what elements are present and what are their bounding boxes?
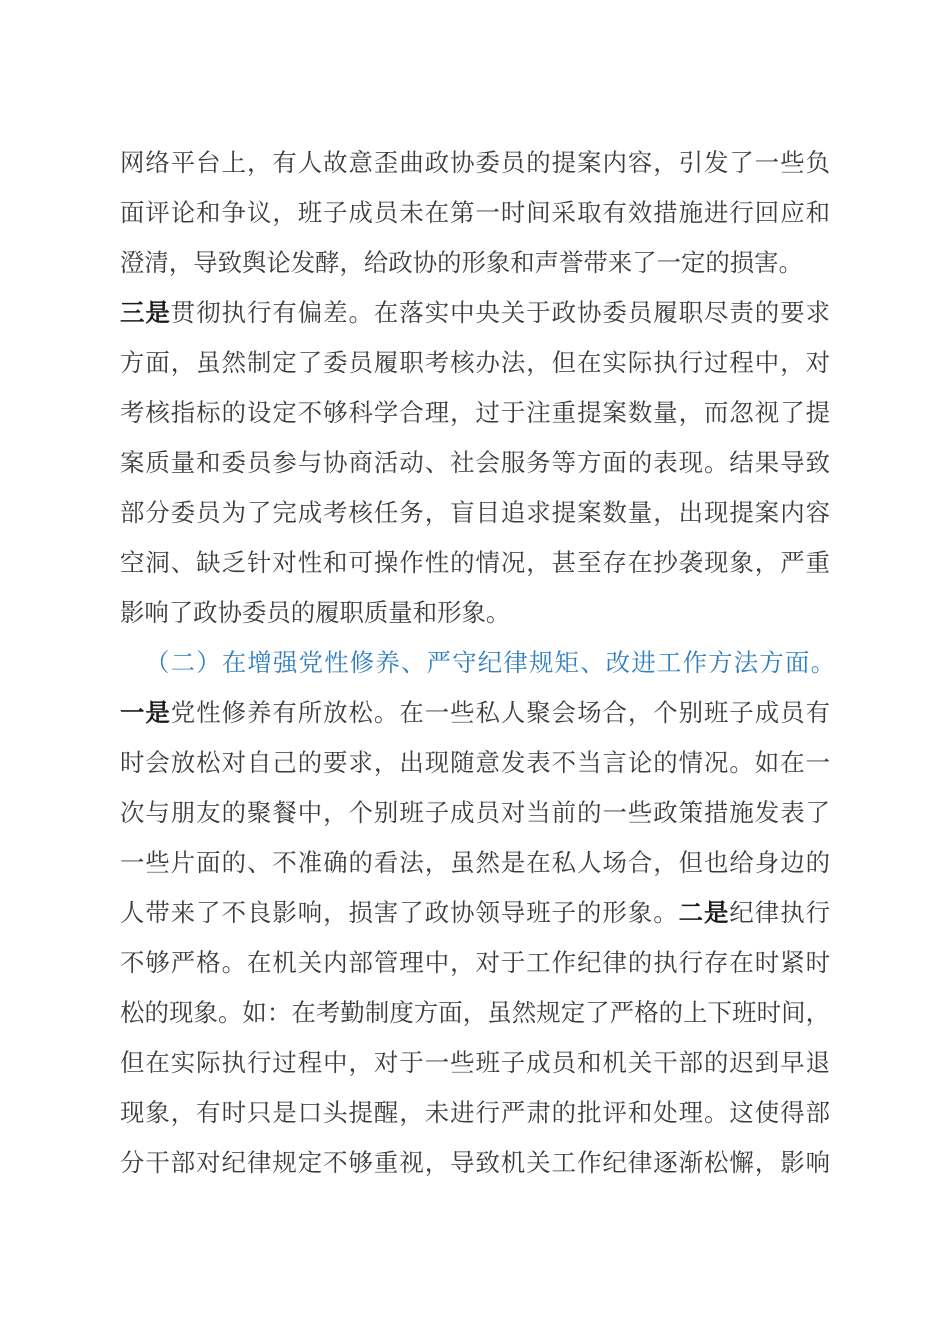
text-line-4 <box>120 288 830 338</box>
line-text: 分干部对纪律规定不够重视，导致机关工作纪律逐渐松懈，影响 <box>120 1148 830 1177</box>
line-text: 人带来了不良影响，损害了政协领导班子的形象。 <box>120 898 679 927</box>
text-line-1 <box>120 138 830 188</box>
line-text: 贯彻执行有偏差。在落实中央关于政协委员履职尽责的要求 <box>170 298 830 327</box>
line-text: 部分委员为了完成考核任务，盲目追求提案数量，出现提案内容 <box>120 498 830 527</box>
line-text: 方面，虽然制定了委员履职考核办法，但在实际执行过程中，对 <box>120 348 830 377</box>
text-line-13 <box>120 738 830 788</box>
point-lead-1: 一是 <box>120 698 171 727</box>
line-text: 时会放松对自己的要求，出现随意发表不当言论的情况。如在一 <box>120 748 830 777</box>
line-text: 影响了政协委员的履职质量和形象。 <box>120 598 511 627</box>
line-text: 松的现象。如：在考勤制度方面，虽然规定了严格的上下班时间， <box>120 998 830 1027</box>
text-line-19 <box>120 1038 830 1088</box>
text-line-15 <box>120 838 830 888</box>
text-line-6 <box>120 388 830 438</box>
text-line-9 <box>120 538 830 588</box>
text-line-3 <box>120 238 830 288</box>
text-line-20 <box>120 1088 830 1138</box>
line-text: 一些片面的、不准确的看法，虽然是在私人场合，但也给身边的 <box>120 848 830 877</box>
line-text: 空洞、缺乏针对性和可操作性的情况，甚至存在抄袭现象，严重 <box>120 548 830 577</box>
line-text: 案质量和委员参与协商活动、社会服务等方面的表现。结果导致 <box>120 448 830 477</box>
line-text: 不够严格。在机关内部管理中，对于工作纪律的执行存在时紧时 <box>120 948 830 977</box>
section-heading <box>145 638 835 688</box>
text-line-2 <box>120 188 830 238</box>
line-text: 面评论和争议，班子成员未在第一时间采取有效措施进行回应和 <box>120 198 830 227</box>
text-line-10 <box>120 588 830 638</box>
text-line-16 <box>120 888 830 938</box>
text-line-21 <box>120 1138 830 1188</box>
line-text-tail: 纪律执行 <box>729 898 830 927</box>
text-line-14 <box>120 788 830 838</box>
point-lead-3: 三是 <box>120 298 171 327</box>
line-text: 考核指标的设定不够科学合理，过于注重提案数量，而忽视了提 <box>120 398 830 427</box>
text-line-17 <box>120 938 830 988</box>
section-heading-text: （二）在增强党性修养、严守纪律规矩、改进工作方法方面。 <box>145 648 835 677</box>
text-line-7 <box>120 438 830 488</box>
line-text: 但在实际执行过程中，对于一些班子成员和机关干部的迟到早退 <box>120 1048 830 1077</box>
text-line-8 <box>120 488 830 538</box>
point-lead-2: 二是 <box>678 898 730 927</box>
line-text: 次与朋友的聚餐中，个别班子成员对当前的一些政策措施发表了 <box>120 798 830 827</box>
line-text: 网络平台上，有人故意歪曲政协委员的提案内容，引发了一些负 <box>120 148 830 177</box>
text-line-12 <box>120 688 830 738</box>
text-line-5 <box>120 338 830 388</box>
line-text: 现象，有时只是口头提醒，未进行严肃的批评和处理。这使得部 <box>120 1098 830 1127</box>
line-text: 澄清，导致舆论发酵，给政协的形象和声誉带来了一定的损害。 <box>120 248 803 277</box>
text-line-18 <box>120 988 830 1038</box>
line-text: 党性修养有所放松。在一些私人聚会场合，个别班子成员有 <box>170 698 830 727</box>
